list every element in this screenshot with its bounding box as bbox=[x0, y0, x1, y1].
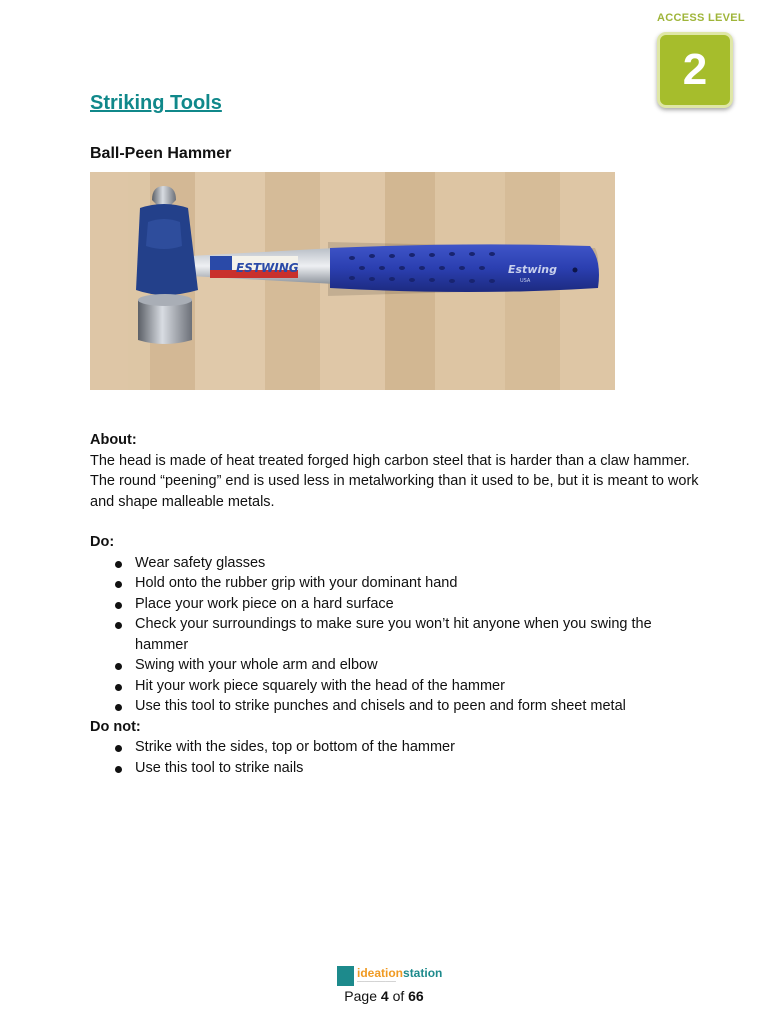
list-item: Wear safety glasses bbox=[115, 553, 700, 574]
about-text: The head is made of heat treated forged high carbon steel that is harder than a claw hammer. The round “peening” end is used less in metalworking than it used to be, but it is meant to work and shape malleable metals. bbox=[90, 452, 699, 510]
access-level-label: ACCESS LEVEL bbox=[657, 12, 745, 24]
donot-list bbox=[115, 737, 700, 778]
page-number: Page 4 of 66 bbox=[344, 988, 424, 1004]
grip-brand-sublabel: USA bbox=[520, 278, 531, 284]
about-heading: About: bbox=[90, 432, 137, 448]
logo-tagline: ─────────── bbox=[357, 979, 396, 985]
content-body bbox=[90, 430, 700, 778]
logo-text-ideation: ideation bbox=[357, 966, 404, 980]
do-list bbox=[115, 553, 700, 717]
logo-text-station: station bbox=[403, 966, 443, 980]
hammer-illustration bbox=[90, 172, 615, 390]
list-item: Strike with the sides, top or bottom of the hammer bbox=[115, 737, 700, 758]
access-level-badge: 2 bbox=[657, 32, 733, 108]
ideation-station-logo bbox=[337, 966, 442, 986]
page-title: Striking Tools bbox=[90, 92, 222, 114]
list-item: Hit your work piece squarely with the head of the hammer bbox=[115, 676, 700, 697]
list-item: Use this tool to strike punches and chisels and to peen and form sheet metal bbox=[115, 696, 700, 717]
list-item: Place your work piece on a hard surface bbox=[115, 594, 700, 615]
section-title: Ball-Peen Hammer bbox=[90, 145, 232, 162]
list-item: Hold onto the rubber grip with your dominant hand bbox=[115, 573, 700, 594]
list-item: Check your surroundings to make sure you won’t hit anyone when you swing the hammer bbox=[115, 614, 700, 655]
logo-mark-icon bbox=[337, 966, 354, 986]
grip-brand-label: Estwing bbox=[508, 263, 557, 276]
list-item: Use this tool to strike nails bbox=[115, 758, 700, 779]
list-item: Swing with your whole arm and elbow bbox=[115, 655, 700, 676]
head-brand-label: ESTWING bbox=[236, 261, 299, 275]
hammer-photo bbox=[90, 172, 615, 390]
do-heading: Do: bbox=[90, 534, 115, 550]
donot-heading: Do not: bbox=[90, 718, 141, 735]
